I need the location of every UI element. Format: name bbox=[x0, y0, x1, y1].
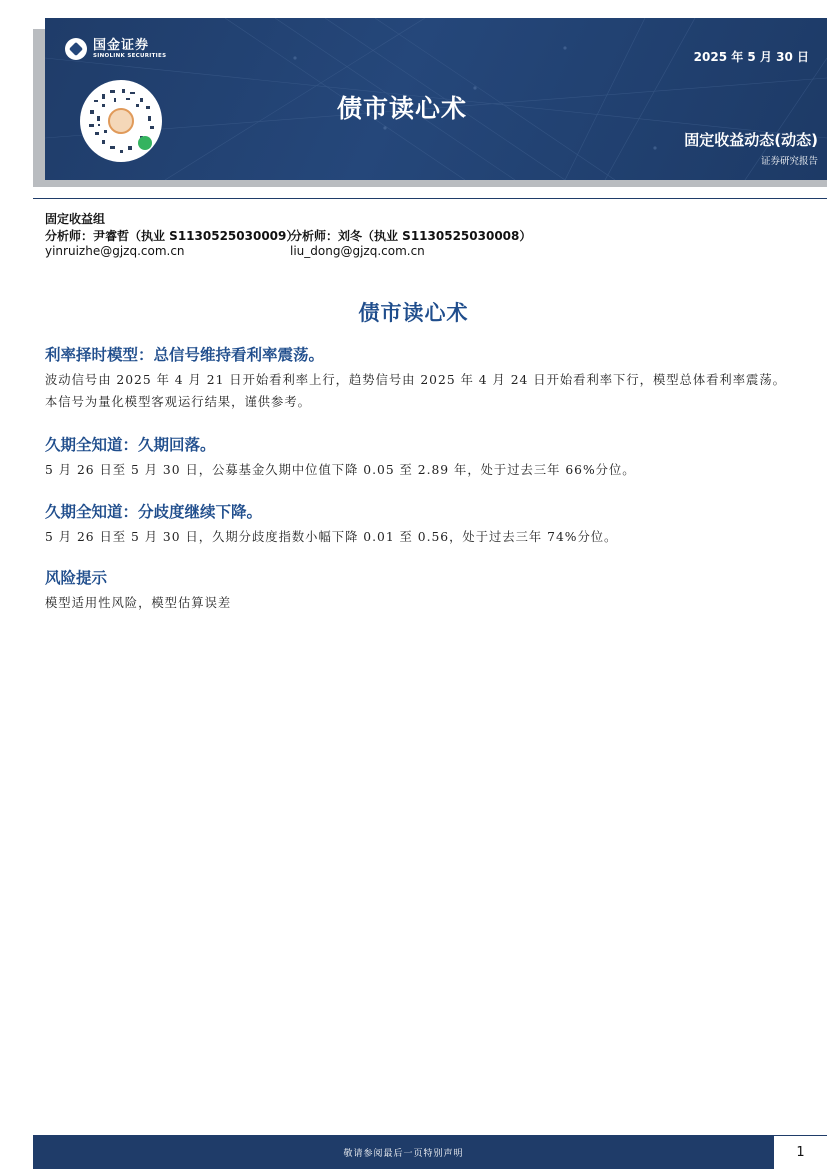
section-text: 波动信号由 2025 年 4 月 21 日开始看利率上行，趋势信号由 2025 年 4 月 24 日开始看利率下行，模型总体看利率震荡。本信号为量化模型客观运行结果，谨供参考。 bbox=[45, 373, 786, 409]
section-heading: 利率择时模型：总信号维持看利率震荡。 bbox=[45, 346, 325, 364]
section-heading: 久期全知道：分歧度继续下降。 bbox=[45, 503, 263, 521]
report-type: 固定收益动态(动态) bbox=[684, 131, 818, 149]
footer-disclaimer: 敬请参阅最后一页特别声明 bbox=[343, 1149, 464, 1159]
company-logo bbox=[65, 38, 166, 60]
page-number: 1 bbox=[774, 1135, 827, 1169]
section-risk bbox=[45, 568, 790, 614]
report-kind: 证券研究报告 bbox=[760, 156, 818, 167]
analyst-1: 分析师：尹睿哲（执业 S1130525030009） bbox=[45, 229, 299, 243]
logo-english: SINOLINK SECURITIES bbox=[93, 52, 167, 59]
qr-center-emblem-icon bbox=[108, 108, 134, 134]
analyst-2: 分析师：刘冬（执业 S1130525030008） bbox=[290, 229, 532, 243]
wechat-qr-code-icon bbox=[80, 80, 162, 162]
section-text: 模型适用性风险，模型估算误差 bbox=[45, 596, 232, 610]
section-heading: 久期全知道：久期回落。 bbox=[45, 436, 216, 454]
section-text: 5 月 26 日至 5 月 30 日，久期分歧度指数小幅下降 0.01 至 0.56，处于过去三年 74%分位。 bbox=[45, 530, 618, 544]
research-group: 固定收益组 bbox=[45, 212, 106, 226]
footer-bar bbox=[33, 1135, 774, 1169]
analyst-1-email[interactable]: yinruizhe@gjzq.com.cn bbox=[45, 244, 185, 258]
section-heading: 风险提示 bbox=[45, 569, 108, 587]
header-divider bbox=[33, 198, 827, 199]
section-rate-timing bbox=[45, 345, 790, 413]
section-duration bbox=[45, 435, 790, 481]
section-divergence bbox=[45, 502, 790, 548]
header-banner bbox=[45, 18, 827, 180]
document-title: 债市读心术 bbox=[358, 301, 469, 325]
report-date: 2025 年 5 月 30 日 bbox=[693, 50, 809, 64]
analyst-2-email[interactable]: liu_dong@gjzq.com.cn bbox=[290, 244, 425, 258]
sinolink-logo-icon bbox=[65, 38, 87, 60]
logo-chinese: 国金证券 bbox=[93, 37, 150, 53]
mini-program-badge-icon bbox=[138, 136, 152, 150]
banner-title: 债市读心术 bbox=[337, 94, 468, 123]
section-text: 5 月 26 日至 5 月 30 日，公募基金久期中位值下降 0.05 至 2.89 年，处于过去三年 66%分位。 bbox=[45, 463, 636, 477]
